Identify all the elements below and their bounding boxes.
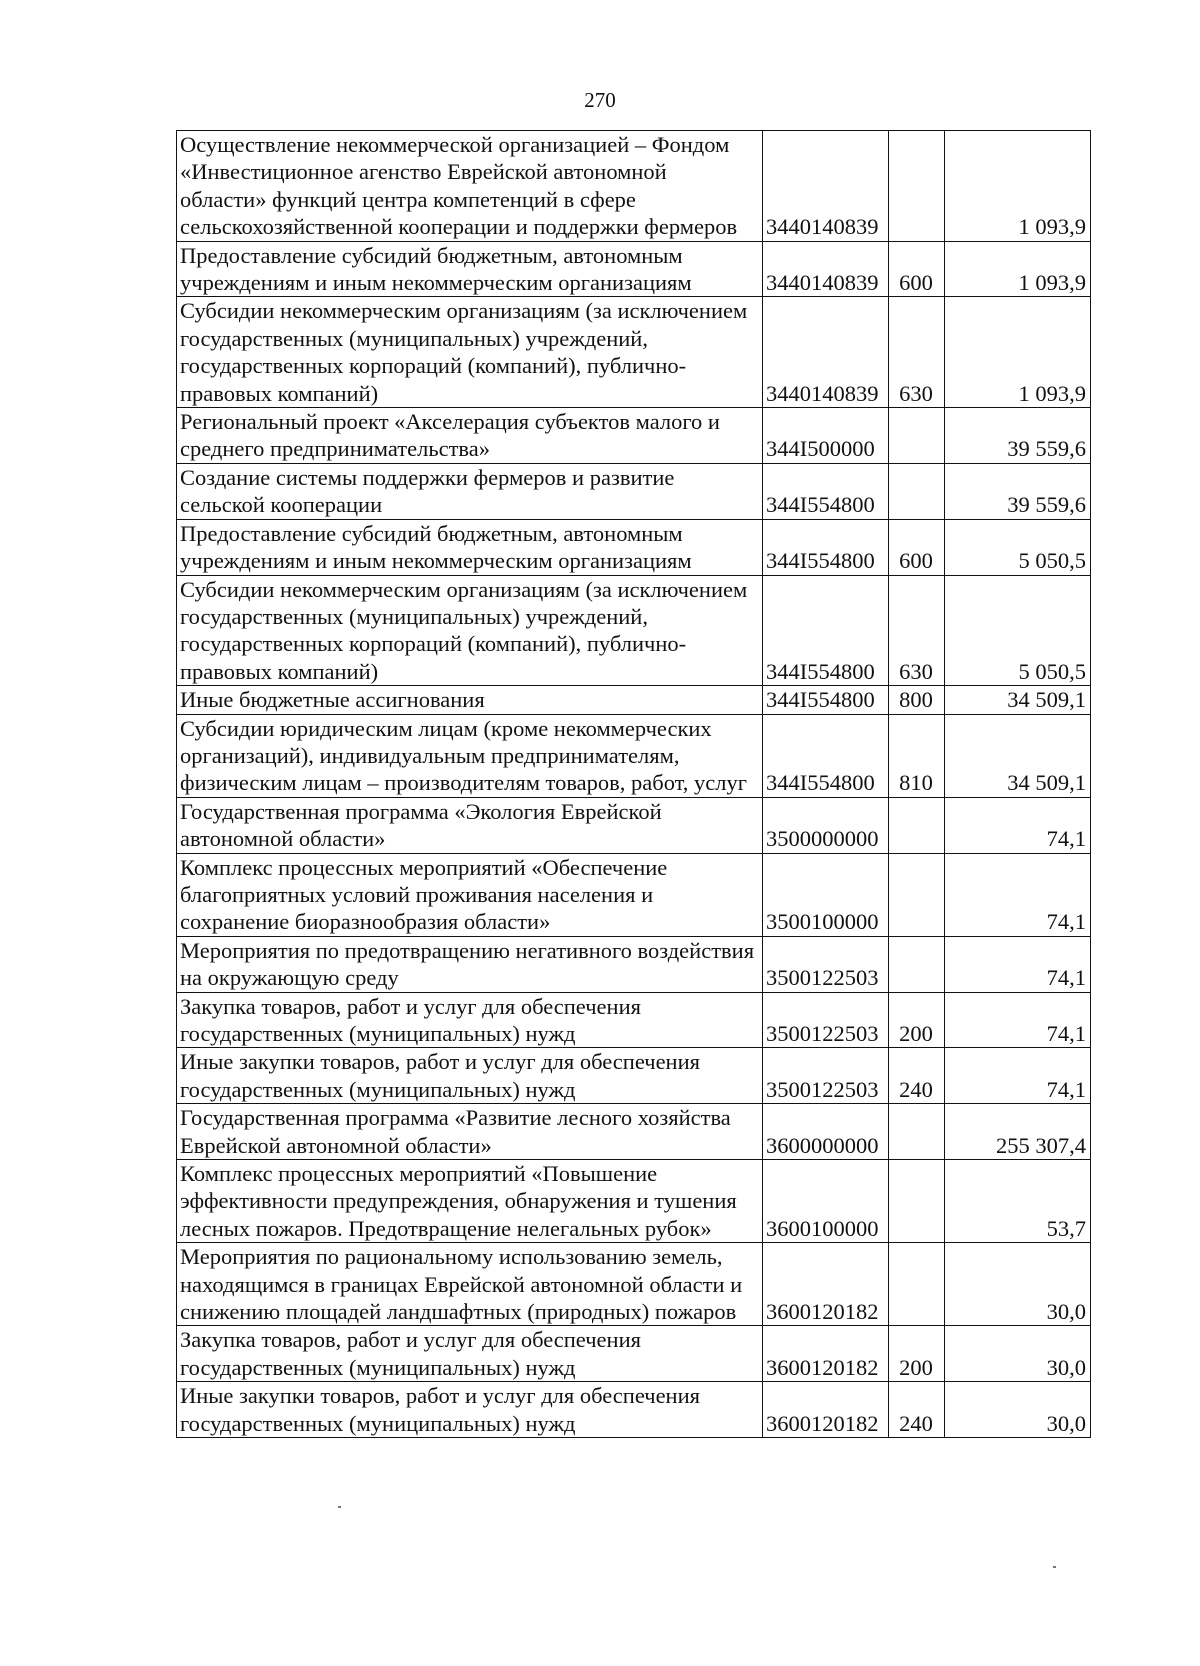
table-row <box>177 714 1091 797</box>
table-row <box>177 853 1091 936</box>
row-code-cell: 3500122503 <box>763 936 889 992</box>
row-type-cell <box>889 463 945 519</box>
row-code-cell: 3500100000 <box>763 853 889 936</box>
row-name-cell: Комплекс процессных мероприятий «Повышение эффективности предупреждения, обнаружения и тушения лесных пожаров. Предотвращение нелегальных рубок» <box>177 1160 763 1243</box>
row-sum-cell: 30,0 <box>945 1382 1091 1438</box>
row-name-cell: Субсидии некоммерческим организациям (за исключением государственных (муниципальных) учреждений, государственных корпораций (компаний), публично-правовых компаний) <box>177 575 763 686</box>
row-code-cell: 3600120182 <box>763 1382 889 1438</box>
row-code-cell: 3500122503 <box>763 992 889 1048</box>
row-code-cell: 344I554800 <box>763 519 889 575</box>
row-name-cell: Региональный проект «Акселерация субъектов малого и среднего предпринимательства» <box>177 408 763 464</box>
row-type-cell <box>889 1243 945 1326</box>
row-type-cell: 240 <box>889 1048 945 1104</box>
row-type-cell <box>889 936 945 992</box>
row-code-cell: 3500122503 <box>763 1048 889 1104</box>
row-type-cell: 630 <box>889 575 945 686</box>
row-sum-cell: 1 093,9 <box>945 131 1091 242</box>
row-sum-cell: 255 307,4 <box>945 1104 1091 1160</box>
row-code-cell: 3600000000 <box>763 1104 889 1160</box>
row-name-cell: Создание системы поддержки фермеров и развитие сельской кооперации <box>177 463 763 519</box>
row-type-cell: 600 <box>889 519 945 575</box>
row-type-cell <box>889 853 945 936</box>
table-row <box>177 241 1091 297</box>
row-name-cell: Комплекс процессных мероприятий «Обеспечение благоприятных условий проживания населения и сохранение биоразнообразия области» <box>177 853 763 936</box>
table-row <box>177 936 1091 992</box>
row-name-cell: Государственная программа «Развитие лесного хозяйства Еврейской автономной области» <box>177 1104 763 1160</box>
row-code-cell: 344I500000 <box>763 408 889 464</box>
row-sum-cell: 39 559,6 <box>945 408 1091 464</box>
row-type-cell: 600 <box>889 241 945 297</box>
row-sum-cell: 30,0 <box>945 1243 1091 1326</box>
table-row <box>177 408 1091 464</box>
row-code-cell: 3600120182 <box>763 1326 889 1382</box>
row-type-cell <box>889 408 945 464</box>
row-sum-cell: 74,1 <box>945 853 1091 936</box>
row-name-cell: Субсидии юридическим лицам (кроме некоммерческих организаций), индивидуальным предпринимателям, физическим лицам – производителям товаров, работ, услуг <box>177 714 763 797</box>
table-row <box>177 131 1091 242</box>
table-row <box>177 992 1091 1048</box>
row-sum-cell: 5 050,5 <box>945 575 1091 686</box>
row-type-cell: 630 <box>889 297 945 408</box>
row-name-cell: Закупка товаров, работ и услуг для обеспечения государственных (муниципальных) нужд <box>177 1326 763 1382</box>
scan-speck <box>1053 1566 1056 1568</box>
row-name-cell: Закупка товаров, работ и услуг для обеспечения государственных (муниципальных) нужд <box>177 992 763 1048</box>
row-code-cell: 3440140839 <box>763 297 889 408</box>
row-name-cell: Предоставление субсидий бюджетным, автономным учреждениям и иным некоммерческим организациям <box>177 241 763 297</box>
table-row <box>177 575 1091 686</box>
table-row <box>177 1104 1091 1160</box>
table-row <box>177 297 1091 408</box>
row-sum-cell: 74,1 <box>945 1048 1091 1104</box>
row-sum-cell: 53,7 <box>945 1160 1091 1243</box>
row-type-cell <box>889 131 945 242</box>
table-row <box>177 519 1091 575</box>
row-code-cell: 3600120182 <box>763 1243 889 1326</box>
row-name-cell: Мероприятия по рациональному использованию земель, находящимся в границах Еврейской автономной области и снижению площадей ландшафтных (природных) пожаров <box>177 1243 763 1326</box>
budget-table-body <box>177 131 1091 1438</box>
row-code-cell: 3500000000 <box>763 797 889 853</box>
table-row <box>177 463 1091 519</box>
row-name-cell: Предоставление субсидий бюджетным, автономным учреждениям и иным некоммерческим организациям <box>177 519 763 575</box>
scan-speck <box>338 1506 341 1508</box>
row-sum-cell: 1 093,9 <box>945 241 1091 297</box>
row-sum-cell: 1 093,9 <box>945 297 1091 408</box>
row-code-cell: 344I554800 <box>763 686 889 714</box>
row-name-cell: Государственная программа «Экология Еврейской автономной области» <box>177 797 763 853</box>
row-type-cell: 800 <box>889 686 945 714</box>
table-row <box>177 1160 1091 1243</box>
page-number: 270 <box>584 88 616 112</box>
row-name-cell: Субсидии некоммерческим организациям (за исключением государственных (муниципальных) учреждений, государственных корпораций (компаний), публично-правовых компаний) <box>177 297 763 408</box>
row-name-cell: Иные бюджетные ассигнования <box>177 686 763 714</box>
row-sum-cell: 74,1 <box>945 992 1091 1048</box>
row-name-cell: Иные закупки товаров, работ и услуг для обеспечения государственных (муниципальных) нужд <box>177 1048 763 1104</box>
row-sum-cell: 5 050,5 <box>945 519 1091 575</box>
row-sum-cell: 39 559,6 <box>945 463 1091 519</box>
row-code-cell: 344I554800 <box>763 714 889 797</box>
row-sum-cell: 30,0 <box>945 1326 1091 1382</box>
table-row <box>177 1382 1091 1438</box>
row-type-cell: 200 <box>889 992 945 1048</box>
row-type-cell <box>889 797 945 853</box>
row-sum-cell: 34 509,1 <box>945 686 1091 714</box>
row-code-cell: 344I554800 <box>763 575 889 686</box>
budget-table <box>176 130 1091 1438</box>
table-row <box>177 1326 1091 1382</box>
row-code-cell: 3440140839 <box>763 131 889 242</box>
table-row <box>177 1048 1091 1104</box>
row-sum-cell: 74,1 <box>945 936 1091 992</box>
row-name-cell: Иные закупки товаров, работ и услуг для обеспечения государственных (муниципальных) нужд <box>177 1382 763 1438</box>
row-sum-cell: 34 509,1 <box>945 714 1091 797</box>
row-code-cell: 3600100000 <box>763 1160 889 1243</box>
table-row <box>177 797 1091 853</box>
row-type-cell <box>889 1104 945 1160</box>
table-row <box>177 686 1091 714</box>
row-type-cell: 810 <box>889 714 945 797</box>
row-type-cell <box>889 1160 945 1243</box>
row-code-cell: 344I554800 <box>763 463 889 519</box>
row-type-cell: 200 <box>889 1326 945 1382</box>
row-code-cell: 3440140839 <box>763 241 889 297</box>
row-name-cell: Мероприятия по предотвращению негативного воздействия на окружающую среду <box>177 936 763 992</box>
row-name-cell: Осуществление некоммерческой организацией – Фондом «Инвестиционное агенство Еврейской автономной области» функций центра компетенций в сфере сельскохозяйственной кооперации и поддержки фермеров <box>177 131 763 242</box>
row-sum-cell: 74,1 <box>945 797 1091 853</box>
table-row <box>177 1243 1091 1326</box>
row-type-cell: 240 <box>889 1382 945 1438</box>
